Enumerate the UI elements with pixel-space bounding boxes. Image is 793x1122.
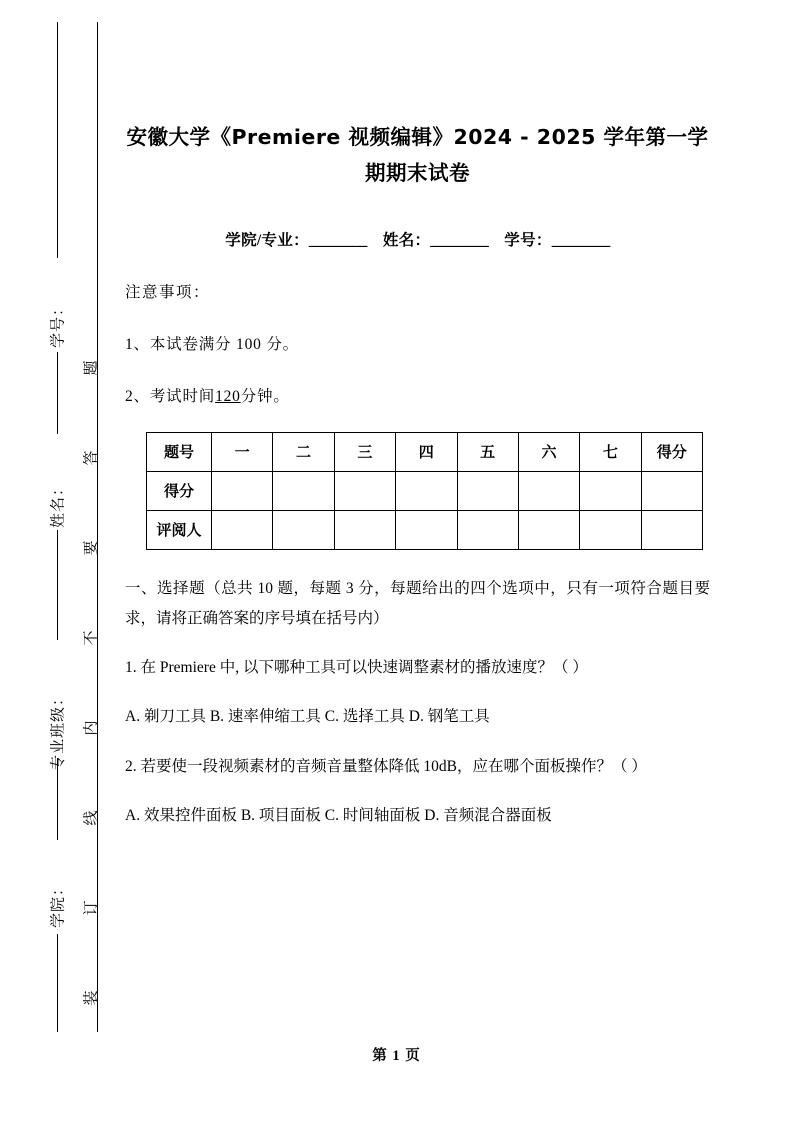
binding-rule-segment — [57, 352, 58, 434]
section-heading-choice: 一、选择题（总共 10 题，每题 3 分，每题给出的四个选项中，只有一项符合题目要求，请将正确答案的序号填在括号内） — [125, 579, 710, 627]
score-table-column-header: 六 — [518, 432, 579, 471]
score-table-cell[interactable] — [518, 510, 579, 549]
binding-rule-segment — [57, 530, 58, 640]
department-label: 学院/专业： — [225, 231, 309, 249]
binding-outer-label: 姓名： — [50, 480, 67, 529]
student-id-label: 学号： — [504, 231, 552, 249]
score-table-column-header: 一 — [212, 432, 273, 471]
score-table-row-label: 得分 — [147, 471, 212, 510]
score-table-container — [125, 406, 710, 550]
binding-outer-label: 学号： — [50, 300, 67, 349]
binding-inner-char: 线 — [83, 810, 100, 826]
name-blank[interactable]: ________ — [430, 231, 489, 249]
score-table-cell[interactable] — [580, 471, 641, 510]
score-table-cell[interactable] — [641, 510, 702, 549]
score-table-total-header: 得分 — [641, 432, 702, 471]
binding-inner-char: 答 — [83, 450, 100, 466]
binding-rule-segment — [57, 758, 58, 840]
score-table-column-header: 七 — [580, 432, 641, 471]
score-table-cell[interactable] — [457, 510, 518, 549]
table-row — [147, 471, 703, 510]
student-info-line — [125, 192, 710, 250]
binding-inner-char: 不 — [83, 630, 100, 646]
binding-rule-segment — [57, 934, 58, 1032]
score-table-cell[interactable] — [334, 471, 395, 510]
score-table-cell[interactable] — [580, 510, 641, 549]
score-table-cell[interactable] — [641, 471, 702, 510]
notice-item-1: 1、本试卷满分 100 分。 — [125, 335, 299, 353]
exam-duration-before: 2、考试时间 — [125, 387, 216, 405]
department-blank[interactable]: ________ — [308, 231, 367, 249]
score-table-cell[interactable] — [518, 471, 579, 510]
score-table-cell[interactable] — [396, 510, 457, 549]
exam-duration-value: 120 — [215, 387, 241, 405]
notice-item-2 — [125, 354, 710, 406]
score-table-cell[interactable] — [273, 471, 334, 510]
notice-heading: 注意事项： — [125, 283, 211, 301]
question-2-text: 2. 若要使一段视频素材的音频音量整体降低 10dB，应在哪个面板操作？（ ） — [125, 757, 647, 775]
score-table-header-row — [147, 432, 703, 471]
table-row — [147, 510, 703, 549]
score-table-column-header: 二 — [273, 432, 334, 471]
student-id-blank[interactable]: ________ — [551, 231, 610, 249]
binding-margin — [0, 0, 100, 1122]
exam-duration-after: 分钟。 — [240, 387, 290, 405]
binding-solid-rule — [97, 22, 98, 1032]
score-table-column-header: 五 — [457, 432, 518, 471]
score-table-row-label: 评阅人 — [147, 510, 212, 549]
question-1-text: 1. 在 Premiere 中, 以下哪种工具可以快速调整素材的播放速度？（ ） — [125, 659, 588, 677]
binding-inner-char: 装 — [83, 990, 100, 1006]
binding-outer-label: 学院： — [50, 880, 67, 929]
binding-inner-char: 题 — [83, 360, 100, 376]
question-1-options[interactable]: A. 剃刀工具 B. 速率伸缩工具 C. 选择工具 D. 钢笔工具 — [125, 708, 490, 726]
page-title: 安徽大学《Premiere 视频编辑》2024 - 2025 学年第一学期期末试卷 — [126, 125, 709, 185]
score-table-corner-header: 题号 — [147, 432, 212, 471]
score-table-cell[interactable] — [212, 471, 273, 510]
score-table-cell[interactable] — [212, 510, 273, 549]
page-footer: 第 1 页 — [372, 1048, 421, 1064]
binding-inner-char: 内 — [83, 720, 100, 736]
binding-rule-segment — [57, 22, 58, 258]
binding-outer-label: 专业班级： — [50, 690, 67, 771]
binding-inner-char: 订 — [83, 900, 100, 916]
score-table-column-header: 三 — [334, 432, 395, 471]
name-label: 姓名： — [382, 231, 431, 249]
score-table-cell[interactable] — [396, 471, 457, 510]
score-table-cell[interactable] — [334, 510, 395, 549]
score-table — [146, 432, 703, 550]
score-table-cell[interactable] — [273, 510, 334, 549]
score-table-cell[interactable] — [457, 471, 518, 510]
question-2-options[interactable]: A. 效果控件面板 B. 项目面板 C. 时间轴面板 D. 音频混合器面板 — [125, 806, 552, 824]
document-content — [125, 0, 710, 831]
score-table-column-header: 四 — [396, 432, 457, 471]
binding-inner-char: 要 — [83, 540, 100, 556]
